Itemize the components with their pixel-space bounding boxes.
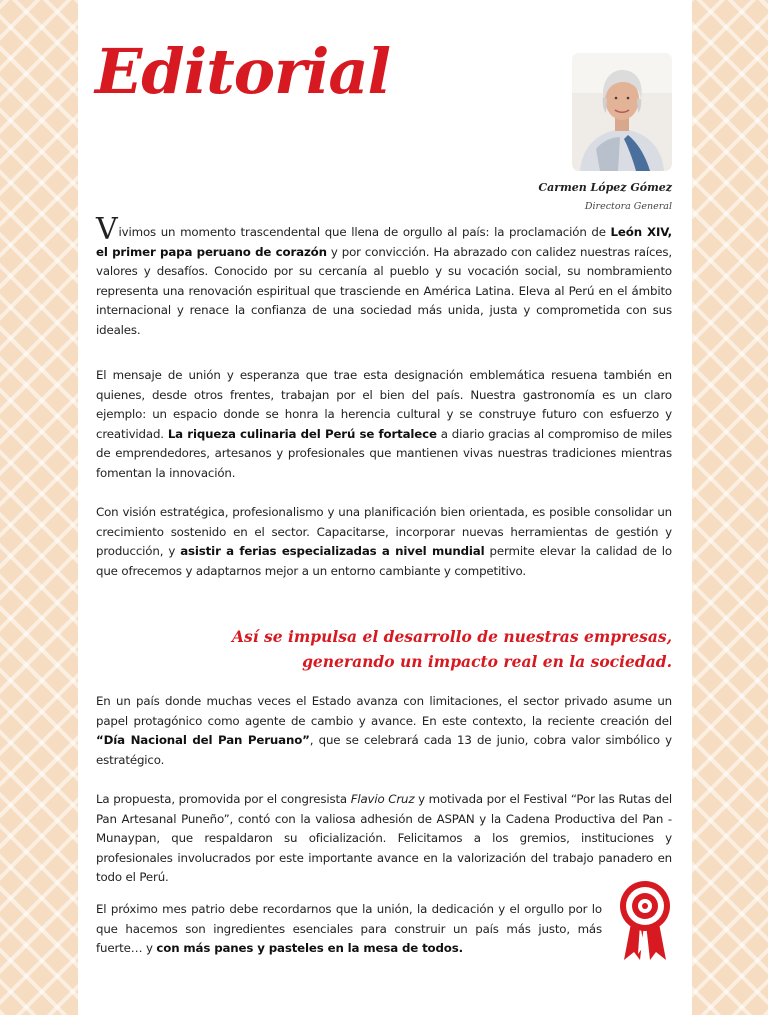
paragraph-5	[96, 790, 672, 888]
paragraph-italic: Flavio Cruz	[350, 792, 415, 806]
paragraph-bold: “Día Nacional del Pan Peruano”	[96, 733, 310, 747]
paragraph-text: En un país donde muchas veces el Estado avanza con limitaciones, el sector privado asume un papel protagónico como agente de cambio y avance. En este contexto, la reciente creación del	[96, 694, 672, 728]
paragraph-4	[96, 692, 672, 770]
paragraph-bold: La riqueza culinaria del Perú se fortalece	[167, 426, 437, 441]
paragraph-text: Con visión estratégica, profesionalismo y una planificación bien orientada, es posible consolidar un crecimiento sostenido en el sector. Capacitarse, incorporar nuevas herramientas de gestión y producción, y	[96, 505, 672, 558]
pull-quote-line: Así se impulsa el desarrollo de nuestras empresas,	[231, 627, 672, 646]
paragraph-text: El próximo mes patrio debe recordarnos que la unión, la dedicación y el orgullo por lo que hacemos son ingredientes esenciales para construir un país más justo, más fuerte… y	[96, 902, 602, 955]
paragraph-text: El mensaje de unión y esperanza que trae esta designación emblemática resuena también en quienes, desde otros frentes, trabajan por el bien del país. Nuestra gastronomía es un claro ejemplo: un espacio donde se honra la herencia cultural y se construye futuro con esfuerzo y creatividad.	[96, 368, 672, 441]
paragraph-3	[96, 503, 672, 581]
page-title: Editorial	[95, 35, 391, 108]
paragraph-text: y motivada por el Festival “Por las Rutas del Pan Artesanal Puneño”, contó con la valiosa adhesión de ASPAN y la Cadena Productiva del Pan - Munaypan, que respaldaron su oficialización. Felicitamos a los gremios, instituciones y profesionales involucrados por este importante avance en la valorización del trabajo panadero en todo el Perú.	[96, 792, 672, 884]
paragraph-bold: asistir a ferias especializadas a nivel mundial	[180, 544, 485, 558]
paragraph-text: , que se celebrará cada 13 de junio, cobra valor simbólico y estratégico.	[96, 733, 672, 767]
paragraph-text: La propuesta, promovida por el congresista	[96, 792, 351, 806]
paragraph-text: y por convicción. Ha abrazado con calidez nuestras raíces, valores y desafíos. Conocido por su cercanía al pueblo y su vocación social, su nombramiento representa una renovación espiritual que trasciende en América Latina. Eleva al Perú en el ámbito internacional y renace la confianza de una sociedad más unida, justa y comprometida con sus ideales.	[96, 244, 672, 337]
paragraph-bold: León XIV, el primer papa peruano de corazón	[96, 225, 672, 259]
paragraph-6	[96, 900, 602, 959]
peru-rosette-icon	[618, 880, 672, 962]
pull-quote	[152, 624, 672, 674]
paragraph-bold: con más panes y pasteles en la mesa de todos.	[156, 941, 463, 955]
paragraph-2	[96, 366, 672, 483]
paragraph-1	[96, 212, 672, 340]
author-name: Carmen López Gómez	[538, 181, 672, 194]
drop-cap: V	[96, 212, 118, 247]
paragraph-text: a diario gracias al compromiso de miles de emprendedores, artesanos y profesionales que mantienen vivas nuestras tradiciones mientras fomentan la innovación.	[96, 426, 672, 480]
author-role: Directora General	[584, 201, 672, 212]
paragraph-text: permite elevar la calidad de lo que ofrecemos y adaptarnos mejor a un entorno cambiante y competitivo.	[96, 544, 672, 578]
paragraph-text: ivimos un momento trascendental que llena de orgullo al país: la proclamación de	[118, 225, 611, 239]
pull-quote-line: generando un impacto real en la sociedad.	[302, 652, 672, 671]
author-photo	[572, 53, 672, 171]
